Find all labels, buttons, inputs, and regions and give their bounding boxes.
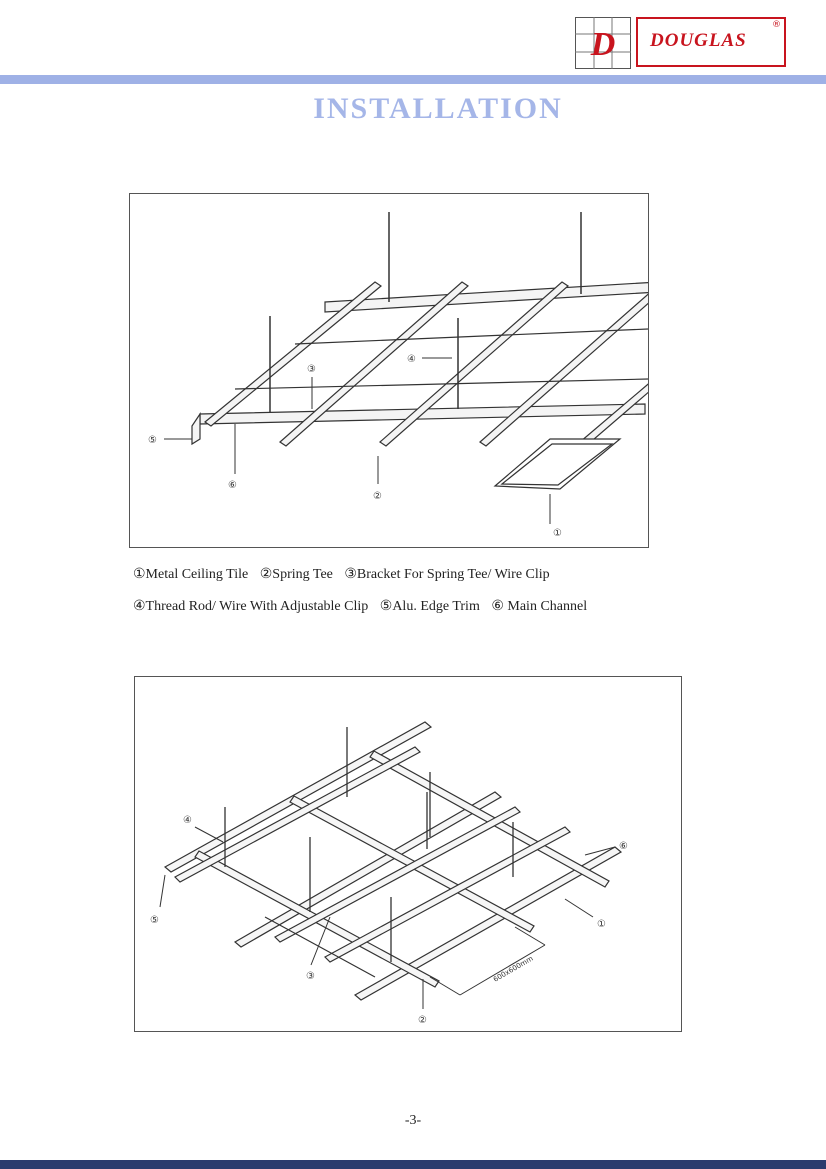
footer-bar <box>0 1160 826 1169</box>
page-title: INSTALLATION <box>313 92 563 125</box>
main-channel-b <box>235 792 501 947</box>
callout-1: ① <box>597 919 606 930</box>
legend-item-main-channel: ⑥ Main Channel <box>491 599 588 614</box>
callout-5: ⑤ <box>148 435 157 446</box>
callout-2: ② <box>373 491 382 502</box>
installation-diagram-2 <box>134 676 682 1032</box>
spring-tee-3 <box>480 282 648 446</box>
legend-item-ceiling-tile: ①Metal Ceiling Tile <box>133 567 249 582</box>
legend-line-2 <box>133 598 595 615</box>
legend-line-1 <box>133 566 558 583</box>
callout-6: ⑥ <box>619 841 628 852</box>
ceiling-grid-illustration-2 <box>135 677 681 1031</box>
spring-tee-0 <box>205 282 381 426</box>
header-bar <box>0 75 826 84</box>
legend-item-spring-tee: ②Spring Tee <box>259 567 333 582</box>
page-number: -3- <box>404 1113 422 1128</box>
callout-3: ③ <box>307 364 316 375</box>
legend-item-bracket: ③Bracket For Spring Tee/ Wire Clip <box>344 567 550 582</box>
callout-2: ② <box>418 1015 427 1026</box>
logo-grid-icon <box>575 17 631 69</box>
registered-mark: ® <box>772 20 781 30</box>
callout-6: ⑥ <box>228 480 237 491</box>
dimension-label: 600x600mm <box>492 954 535 984</box>
edge-trim <box>192 414 200 444</box>
legend-item-thread-rod: ④Thread Rod/ Wire With Adjustable Clip <box>133 599 369 614</box>
callout-4: ④ <box>407 354 416 365</box>
installation-diagram-1 <box>129 193 649 548</box>
legend-item-edge-trim: ⑤Alu. Edge Trim <box>379 599 480 614</box>
logo-mark: D <box>590 26 616 63</box>
ceiling-grid-illustration-1 <box>130 194 648 547</box>
callout-5: ⑤ <box>150 915 159 926</box>
brand-logo <box>636 17 786 67</box>
callout-1: ① <box>553 528 562 539</box>
brand-name: DOUGLAS <box>650 30 747 51</box>
callout-4: ④ <box>183 815 192 826</box>
callout-3: ③ <box>306 971 315 982</box>
